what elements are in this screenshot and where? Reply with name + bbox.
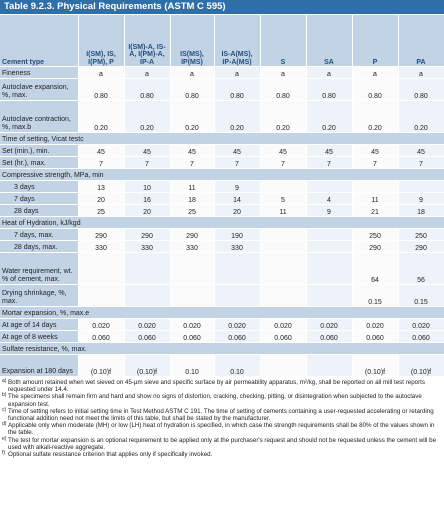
table-cell: 45 <box>170 145 214 157</box>
table-cell <box>170 285 214 307</box>
table-cell: 45 <box>214 145 260 157</box>
row-label: 3 days <box>0 181 78 193</box>
row-label: 7 days <box>0 193 78 205</box>
table-cell: 0.80 <box>306 79 352 101</box>
table-cell: 9 <box>398 193 444 205</box>
column-header: IS(MS), IP(MS) <box>170 15 214 67</box>
table-cell <box>306 241 352 253</box>
row-label: At age of 8 weeks <box>0 331 78 343</box>
row-label: At age of 14 days <box>0 319 78 331</box>
table-cell: 0.20 <box>260 101 306 133</box>
footnote-mark: b) <box>2 392 7 399</box>
table-cell: 45 <box>398 145 444 157</box>
table-cell: 0.060 <box>260 331 306 343</box>
table-cell: 7 <box>214 157 260 169</box>
table-cell: a <box>78 67 124 79</box>
table-cell: a <box>398 67 444 79</box>
table-cell <box>398 181 444 193</box>
table-cell: 0.020 <box>352 319 398 331</box>
table-cell: (0.10)f <box>78 355 124 377</box>
table-cell <box>78 285 124 307</box>
column-header: SA <box>306 15 352 67</box>
table-cell <box>78 253 124 285</box>
table-cell: 250 <box>352 229 398 241</box>
table-cell <box>260 229 306 241</box>
section-row <box>0 307 444 319</box>
table-cell: 0.060 <box>306 331 352 343</box>
footnote-mark: c) <box>2 406 7 413</box>
table-cell: 7 <box>78 157 124 169</box>
table-cell: a <box>214 67 260 79</box>
table-cell <box>260 355 306 377</box>
table-cell: 5 <box>260 193 306 205</box>
column-header: PA <box>398 15 444 67</box>
footnotes <box>0 379 442 458</box>
footnote-text: The test for mortar expansion is an optional requirement to be applied only at the purchaser's request and should not be requested unless the cement will be used with alkali-reactive aggregate. <box>8 436 437 451</box>
table-cell <box>260 285 306 307</box>
table-cell: a <box>352 67 398 79</box>
table-body <box>0 67 444 377</box>
table-cell: 0.20 <box>170 101 214 133</box>
table-cell: 190 <box>214 229 260 241</box>
table-row <box>0 241 444 253</box>
table-cell: 45 <box>124 145 170 157</box>
footnote-mark: f) <box>2 450 6 457</box>
table-cell: (0.10)f <box>124 355 170 377</box>
table-cell: 25 <box>78 205 124 217</box>
column-header: IS-A(MS), IP-A(MS) <box>214 15 260 67</box>
table-cell: 0.80 <box>214 79 260 101</box>
column-header: I(SM)-A, IS-A, I(PM)-A, IP-A <box>124 15 170 67</box>
table-cell: (0.10)f <box>398 355 444 377</box>
row-label: Set (min.), min. <box>0 145 78 157</box>
section-label: Heat of Hydration, kJ/kgd <box>0 217 444 229</box>
table-cell: 250 <box>398 229 444 241</box>
table-cell: 0.80 <box>170 79 214 101</box>
table-cell: 0.020 <box>398 319 444 331</box>
requirements-table <box>0 15 444 377</box>
footnote-mark: d) <box>2 421 7 428</box>
section-label: Compressive strength, MPa, min <box>0 169 444 181</box>
table-cell: 0.020 <box>124 319 170 331</box>
table-cell: 0.020 <box>78 319 124 331</box>
table-cell: 0.20 <box>214 101 260 133</box>
table-cell <box>260 253 306 285</box>
table-cell <box>260 181 306 193</box>
table-cell: 45 <box>260 145 306 157</box>
table-cell: 11 <box>170 181 214 193</box>
table-cell: 7 <box>398 157 444 169</box>
table-cell: 20 <box>78 193 124 205</box>
table-cell: 20 <box>214 205 260 217</box>
table-row <box>0 145 444 157</box>
table-cell: 0.80 <box>260 79 306 101</box>
table-cell: 290 <box>124 229 170 241</box>
table-cell: 18 <box>398 205 444 217</box>
row-label: Drying shrinkage, %, max. <box>0 285 78 307</box>
table-cell: 7 <box>124 157 170 169</box>
table-cell: 10 <box>124 181 170 193</box>
table-cell: 0.15 <box>398 285 444 307</box>
footnote <box>2 408 442 422</box>
row-label: Autoclave contraction, %, max.b <box>0 101 78 133</box>
table-cell <box>124 285 170 307</box>
row-label: Set (hr.), max. <box>0 157 78 169</box>
table-cell <box>306 181 352 193</box>
table-cell: 16 <box>124 193 170 205</box>
section-row <box>0 133 444 145</box>
row-label: Fineness <box>0 67 78 79</box>
table-row <box>0 101 444 133</box>
table-cell: 0.060 <box>170 331 214 343</box>
section-label: Sulfate resistance, %, max. <box>0 343 444 355</box>
table-row <box>0 319 444 331</box>
table-row <box>0 205 444 217</box>
row-label: Autoclave expansion, %, max. <box>0 79 78 101</box>
row-label: Expansion at 180 days <box>0 355 78 377</box>
footnote <box>2 379 442 393</box>
column-header: P <box>352 15 398 67</box>
table-cell: 330 <box>78 241 124 253</box>
column-header-cement-type: Cement type <box>0 15 78 67</box>
table-cell: 0.060 <box>214 331 260 343</box>
table-cell: 7 <box>170 157 214 169</box>
footnote <box>2 422 442 436</box>
table-cell <box>306 285 352 307</box>
table-row <box>0 193 444 205</box>
section-row <box>0 343 444 355</box>
table-cell <box>170 253 214 285</box>
table-cell: 9 <box>214 181 260 193</box>
table-cell: 20 <box>124 205 170 217</box>
table-cell: 0.10 <box>214 355 260 377</box>
table-cell: 330 <box>124 241 170 253</box>
footnote-mark: e) <box>2 435 7 442</box>
row-label: 28 days, max. <box>0 241 78 253</box>
table-row <box>0 181 444 193</box>
footnote <box>2 437 442 451</box>
table-cell: 0.10 <box>170 355 214 377</box>
table-cell: 330 <box>170 241 214 253</box>
table-cell: 0.060 <box>78 331 124 343</box>
table-cell: 0.80 <box>398 79 444 101</box>
table-cell <box>260 241 306 253</box>
table-cell: 21 <box>352 205 398 217</box>
row-label: 7 days, max. <box>0 229 78 241</box>
section-row <box>0 217 444 229</box>
row-label: 28 days <box>0 205 78 217</box>
table-cell: a <box>306 67 352 79</box>
table-cell: 0.80 <box>352 79 398 101</box>
table-cell: 0.020 <box>214 319 260 331</box>
table-cell: 14 <box>214 193 260 205</box>
table-cell: 7 <box>352 157 398 169</box>
footnote-text: Optional sulfate resistance criterion that applies only if specifically invoked. <box>8 451 213 459</box>
footnote-text: The specimens shall remain firm and hard and show no signs of distortion, cracking, checking, pitting, or disintegration when subjected to the autoclave expansion test. <box>8 393 422 408</box>
table-cell: 7 <box>260 157 306 169</box>
table-cell: 0.80 <box>78 79 124 101</box>
table-cell: 45 <box>78 145 124 157</box>
table-row <box>0 331 444 343</box>
section-row <box>0 169 444 181</box>
table-cell: (0.10)f <box>352 355 398 377</box>
table-row <box>0 253 444 285</box>
table-cell: a <box>124 67 170 79</box>
table-cell: 0.020 <box>260 319 306 331</box>
table-cell: 25 <box>170 205 214 217</box>
table-cell: 0.15 <box>352 285 398 307</box>
table-cell: 0.060 <box>352 331 398 343</box>
table-row <box>0 67 444 79</box>
table-cell: 7 <box>306 157 352 169</box>
table-row <box>0 229 444 241</box>
table-cell <box>124 253 170 285</box>
table-cell: 0.20 <box>124 101 170 133</box>
footnote-text: Applicable only when moderate (MH) or low (LH) heat of hydration is specified, in which case the strength requirements shall be 80% of the values shown in the table. <box>8 422 435 437</box>
table-cell: a <box>260 67 306 79</box>
footnote-mark: a) <box>2 378 7 384</box>
header-row <box>0 15 444 67</box>
table-cell: 330 <box>214 241 260 253</box>
table-cell: 18 <box>170 193 214 205</box>
table-cell: 290 <box>352 241 398 253</box>
column-header: I(SM), IS, I(PM), P <box>78 15 124 67</box>
section-label: Mortar expansion, %, max.e <box>0 307 444 319</box>
table-cell: 290 <box>78 229 124 241</box>
footnote-text: Time of setting refers to initial setting time in Test Method ASTM C 191. The time of setting of cements containing a user-requested accelerating or retarding functional addition need not meet the limits of this table, but shall be stated by the manufacturer. <box>8 407 434 423</box>
section-label: Time of setting, Vicat testc <box>0 133 444 145</box>
table-row <box>0 355 444 377</box>
table-cell: 0.20 <box>352 101 398 133</box>
table-cell: 9 <box>306 205 352 217</box>
table-cell <box>214 285 260 307</box>
table-cell: 45 <box>352 145 398 157</box>
table-row <box>0 157 444 169</box>
row-label: Water requirement, wt. % of cement, max. <box>0 253 78 285</box>
table-cell: 0.20 <box>306 101 352 133</box>
table-cell: 64 <box>352 253 398 285</box>
table-cell <box>306 355 352 377</box>
table-cell: 0.020 <box>170 319 214 331</box>
table-cell <box>306 253 352 285</box>
table-row <box>0 79 444 101</box>
table-cell: 0.80 <box>124 79 170 101</box>
table-cell: 0.060 <box>124 331 170 343</box>
footnote-text: Both amount retained when wet sieved on 45-µm sieve and specific surface by air permeability apparatus, m²/kg, shall be reported on all mill test reports requested under 14.4. <box>8 379 425 394</box>
table-row <box>0 285 444 307</box>
table-cell: 290 <box>398 241 444 253</box>
column-header: S <box>260 15 306 67</box>
table-cell: 4 <box>306 193 352 205</box>
table-cell: 56 <box>398 253 444 285</box>
table-cell: a <box>170 67 214 79</box>
table-cell: 11 <box>260 205 306 217</box>
table-cell: 45 <box>306 145 352 157</box>
footnote <box>2 393 442 407</box>
table-cell: 11 <box>352 193 398 205</box>
table-cell: 0.060 <box>398 331 444 343</box>
table-title: Table 9.2.3. Physical Requirements (ASTM C 595) <box>0 0 444 14</box>
table-cell: 0.020 <box>306 319 352 331</box>
table-cell <box>352 181 398 193</box>
table-cell: 13 <box>78 181 124 193</box>
footnote <box>2 451 442 458</box>
table-cell: 290 <box>170 229 214 241</box>
table-cell <box>306 229 352 241</box>
table-cell <box>214 253 260 285</box>
table-cell: 0.20 <box>398 101 444 133</box>
table-cell: 0.20 <box>78 101 124 133</box>
